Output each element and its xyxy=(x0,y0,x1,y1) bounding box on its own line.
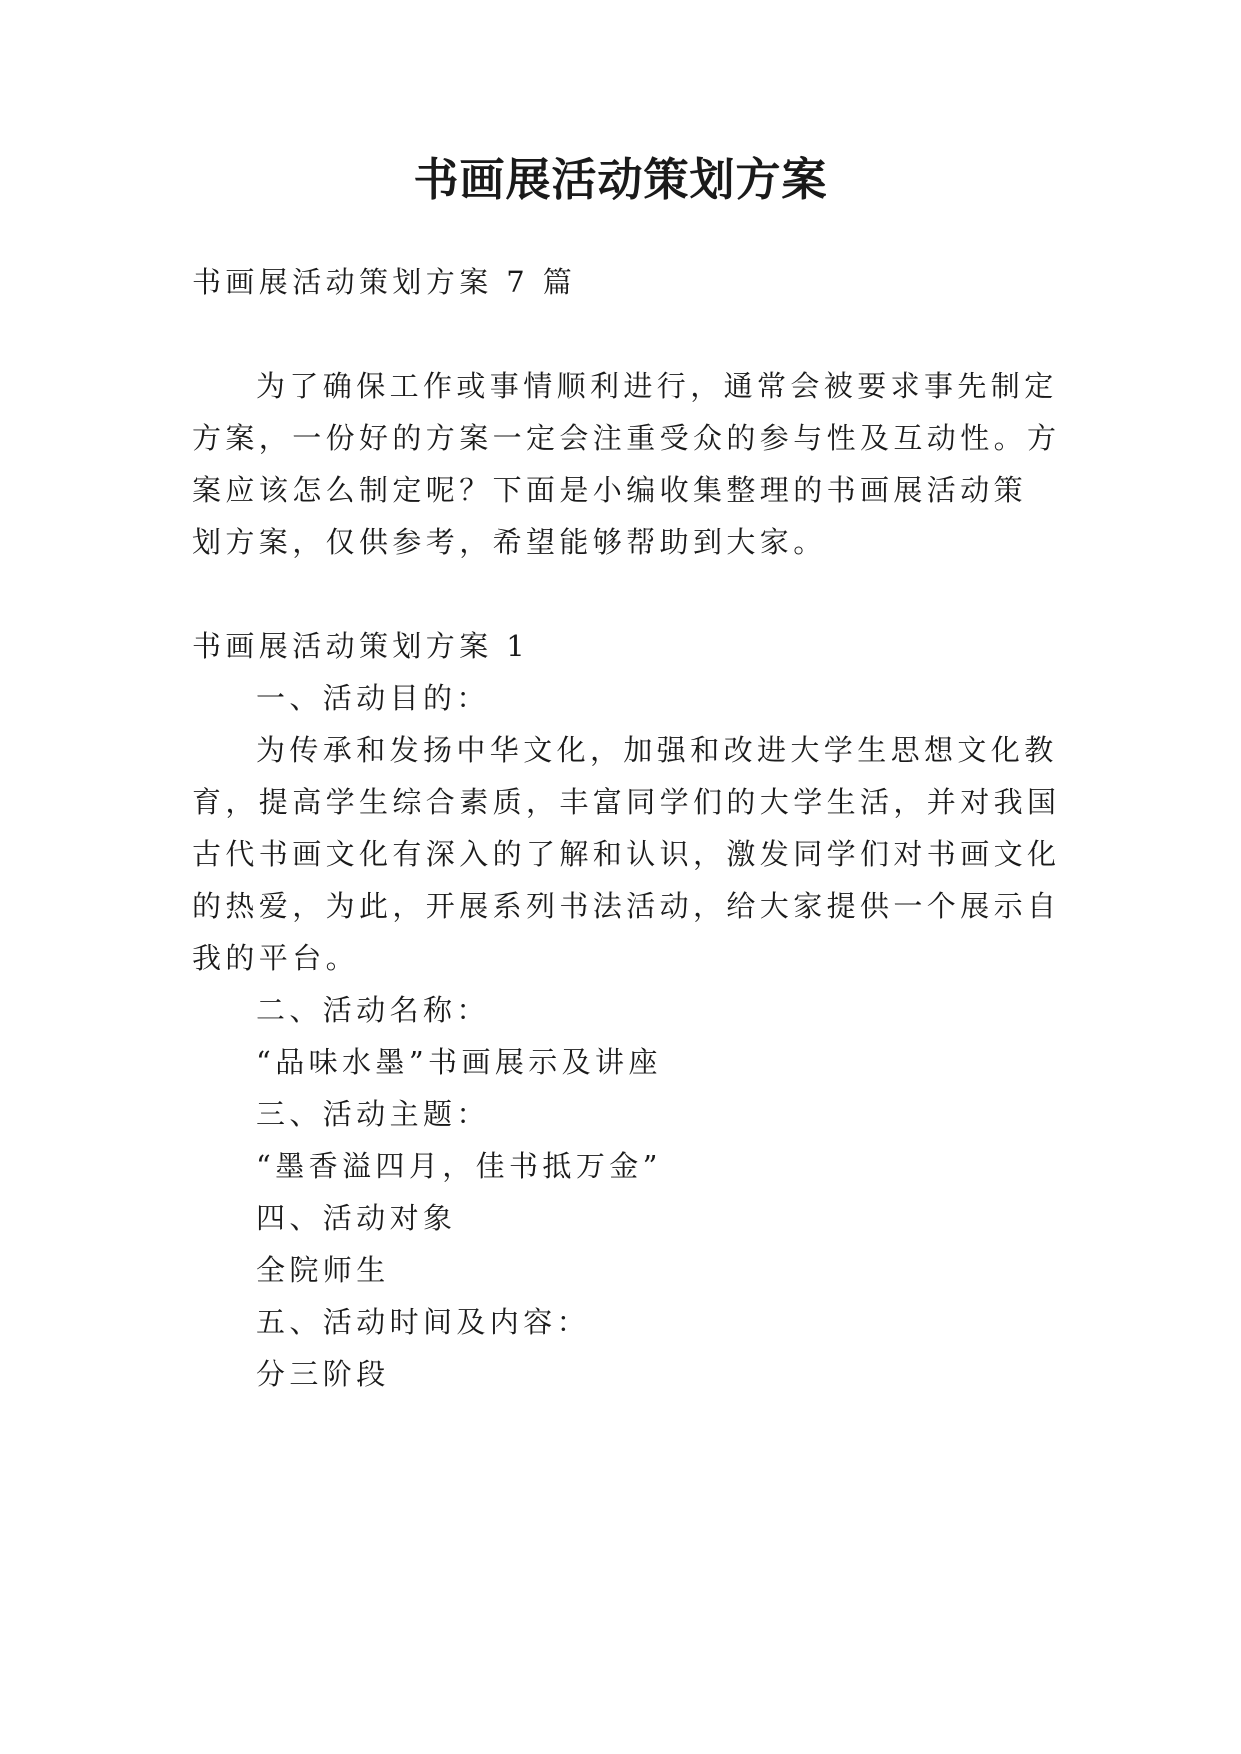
name-text: “品味水墨”书画展示及讲座 xyxy=(256,1045,662,1079)
document-subtitle: 书画展活动策划方案 7 篇 xyxy=(192,265,577,299)
intro-line: 方案，一份好的方案一定会注重受众的参与性及互动性。方 xyxy=(192,421,1061,455)
purpose-heading: 一、活动目的： xyxy=(256,681,490,715)
audience-text: 全院师生 xyxy=(256,1253,390,1287)
purpose-line: 我的平台。 xyxy=(192,941,360,975)
section-heading: 书画展活动策划方案 1 xyxy=(192,629,530,663)
purpose-line: 古代书画文化有深入的了解和认识，激发同学们对书画文化 xyxy=(192,837,1061,871)
intro-line: 划方案，仅供参考，希望能够帮助到大家。 xyxy=(192,525,827,559)
time-text: 分三阶段 xyxy=(256,1357,390,1391)
theme-text: “墨香溢四月，佳书抵万金” xyxy=(256,1149,662,1183)
purpose-line: 为传承和发扬中华文化，加强和改进大学生思想文化教 xyxy=(256,733,1058,767)
intro-line: 案应该怎么制定呢？下面是小编收集整理的书画展活动策 xyxy=(192,473,1028,507)
theme-heading: 三、活动主题： xyxy=(256,1097,490,1131)
name-heading: 二、活动名称： xyxy=(256,993,490,1027)
purpose-line: 育，提高学生综合素质，丰富同学们的大学生活，并对我国 xyxy=(192,785,1061,819)
time-heading: 五、活动时间及内容： xyxy=(256,1305,591,1339)
audience-heading: 四、活动对象 xyxy=(256,1201,457,1235)
document-title: 书画展活动策划方案 xyxy=(413,153,828,206)
intro-line: 为了确保工作或事情顺利进行，通常会被要求事先制定 xyxy=(256,369,1058,403)
purpose-line: 的热爱，为此，开展系列书法活动，给大家提供一个展示自 xyxy=(192,889,1061,923)
